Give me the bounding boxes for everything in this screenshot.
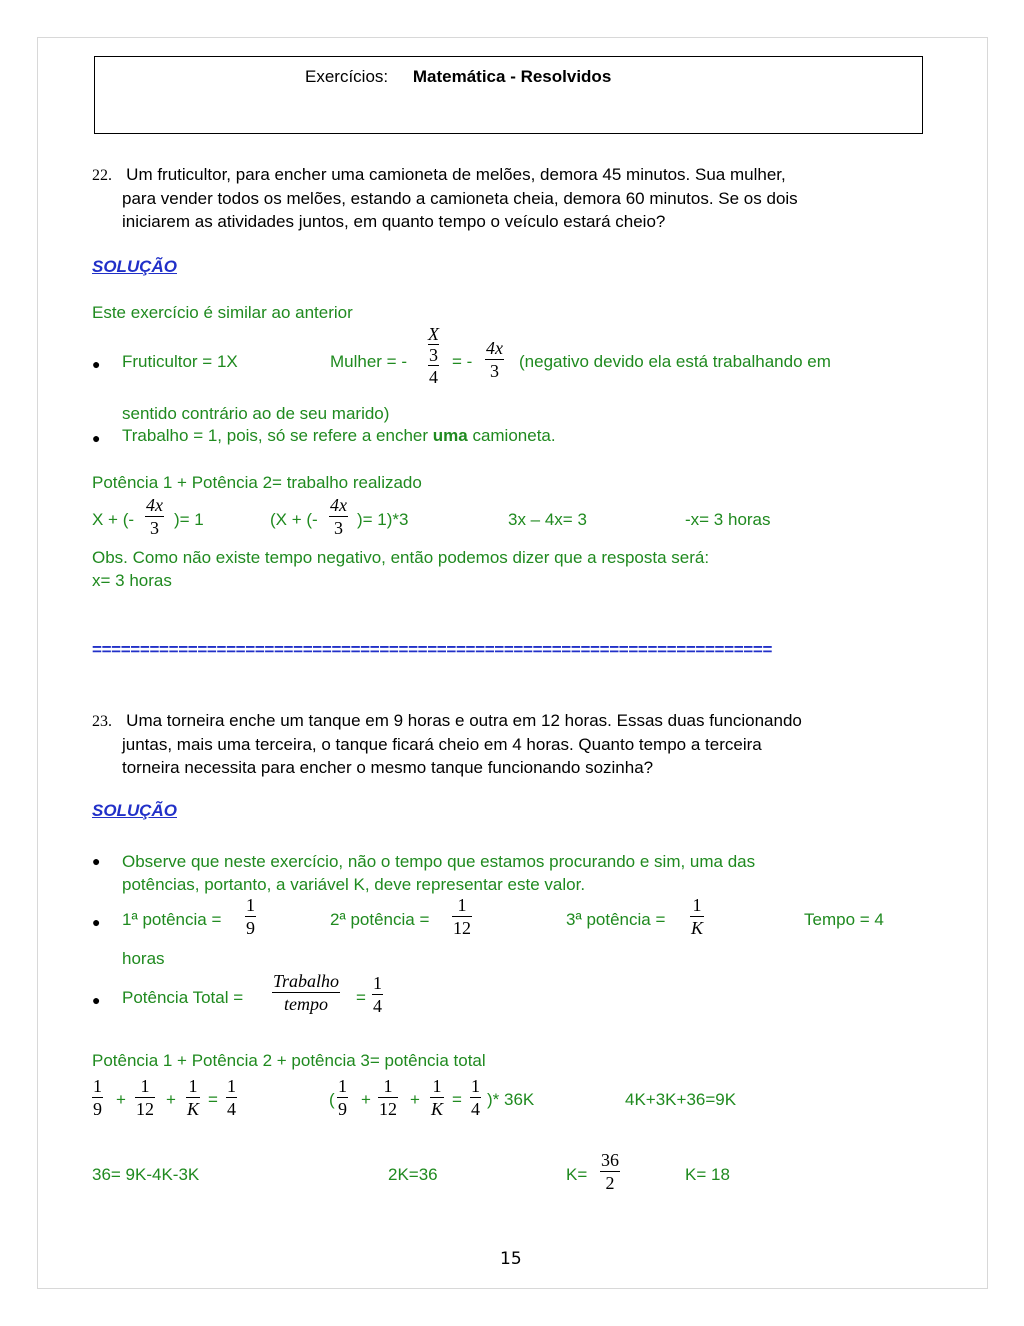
fruticultor-text: Fruticultor = 1X: [122, 352, 238, 371]
fraction-4x-over-3: [145, 496, 164, 538]
question-23-line1: 23. Uma torneira enche um tanque em 9 horas e outra em 12 horas. Essas duas funcionando: [92, 711, 802, 730]
fraction-1-over-9: [245, 896, 256, 938]
power-2-label: 2ª potência =: [330, 910, 430, 929]
fraction-1-over-12: [452, 896, 472, 938]
question-22-line3: iniciarem as atividades juntos, em quanto tempo o veículo estará cheio?: [122, 212, 666, 231]
power-1-label: 1ª potência =: [122, 910, 222, 929]
bold-uma: uma: [432, 426, 468, 445]
header-subject: Matemática - Resolvidos: [412, 67, 612, 86]
fraction-1-over-9: $\frac{1}{9}$: [93, 1076, 102, 1119]
equation-a: 4K+3K+36=9K: [625, 1090, 737, 1109]
fraction-denominator: 3: [145, 516, 164, 538]
fraction-denominator: K: [691, 918, 704, 938]
header-title: [305, 67, 611, 87]
bullet-icon: ●: [92, 853, 101, 869]
negative-note-continued: sentido contrário ao de seu marido): [122, 404, 390, 423]
observation-text: Obs. Como não existe tempo negativo, então podemos dizer que a resposta será:: [92, 548, 710, 567]
equation-d: K=: [566, 1165, 588, 1184]
fraction-1-over-4: $\frac{1}{4}$: [227, 1076, 236, 1119]
fraction-trabalho-over-tempo: [272, 972, 340, 1014]
fraction-denominator: 3: [485, 359, 504, 381]
observe-text: Observe que neste exercício, não o tempo que estamos procurando e sim, uma das potências, portanto, a variável K, deve representar este valor.: [122, 852, 756, 894]
solution-label: SOLUÇÃO: [92, 801, 177, 820]
fraction-denominator: 12: [453, 918, 471, 938]
fraction-1-over-4: $\frac{1}{4}$: [471, 1076, 480, 1119]
fraction-numerator: 4x: [330, 495, 347, 515]
fraction-numerator: X: [428, 324, 439, 344]
fraction-denominator: 9: [246, 918, 255, 938]
power-formula-label: Potência 1 + Potência 2= trabalho realizado: [92, 473, 422, 492]
bullet-icon: ●: [92, 430, 101, 446]
mulher-text: Mulher = -: [330, 352, 407, 371]
fraction-numerator: 4x: [146, 495, 163, 515]
equation-c: 2K=36: [388, 1165, 438, 1184]
fraction-denominator: 3: [429, 345, 438, 365]
total-power-label: Potência Total =: [122, 988, 244, 1007]
question-number: 22.: [92, 167, 112, 184]
fraction-4x-over-3: [329, 496, 348, 538]
question-23-line3: torneira necessita para encher o mesmo tanque funcionando sozinha?: [122, 758, 654, 777]
fraction-numerator: 1: [692, 895, 702, 915]
equals-sign: =: [452, 1090, 462, 1109]
question-22: [92, 163, 932, 233]
fraction-x-3-over-4: [428, 325, 439, 388]
bullet-icon: ●: [92, 992, 101, 1008]
fraction-denominator: tempo: [272, 992, 340, 1014]
equation-3: 3x – 4x= 3: [508, 510, 587, 529]
fraction-1-over-12: $\frac{1}{12}$: [136, 1076, 154, 1119]
power-3-label: 3ª potência =: [566, 910, 666, 929]
fraction-1-over-k: $\frac{1}{K}$: [187, 1076, 200, 1119]
question-22-line2: para vender todos os melões, estando a camioneta cheia, demora 60 minutos. Se os dois: [122, 189, 798, 208]
trabalho-text: Trabalho = 1, pois, só se refere a encher uma camioneta.: [122, 426, 556, 445]
plus-sign: +: [410, 1090, 420, 1109]
plus-sign: +: [361, 1090, 371, 1109]
page-number: 15: [500, 1249, 522, 1269]
fraction-denominator: 4: [429, 367, 438, 387]
equation-4: -x= 3 horas: [685, 510, 771, 529]
fraction-4x-over-3: [485, 339, 504, 381]
fraction-1-over-9: $\frac{1}{9}$: [338, 1076, 347, 1119]
question-23-line2: juntas, mais uma terceira, o tanque ficará cheio em 4 horas. Quanto tempo a terceira: [122, 735, 762, 754]
equation-1-left: X + (-: [92, 510, 135, 529]
separator-line: =======================================================================: [92, 640, 773, 659]
fraction-1-over-k: [690, 896, 704, 938]
question-number: 23.: [92, 713, 112, 730]
fraction-1-over-4: [372, 974, 383, 1016]
equals-sign: =: [356, 988, 366, 1007]
fraction-numerator: 1: [246, 895, 255, 915]
fraction-numerator: Trabalho: [273, 971, 340, 991]
hours-text: horas: [122, 949, 165, 968]
sum-formula-label: Potência 1 + Potência 2 + potência 3= potência total: [92, 1051, 486, 1070]
fraction-numerator: 1: [373, 973, 382, 993]
fraction-1-over-12: $\frac{1}{12}$: [379, 1076, 397, 1119]
bullet-icon: ●: [92, 356, 101, 372]
fraction-inner: [428, 325, 439, 366]
equation-e: K= 18: [685, 1165, 730, 1184]
fraction-numerator: 4x: [486, 338, 503, 358]
open-paren: (: [329, 1090, 335, 1109]
fraction-numerator: 1: [457, 895, 467, 915]
plus-sign: +: [166, 1090, 176, 1109]
fraction-denominator: 3: [329, 516, 348, 538]
fraction-36-over-2: $\frac{36}{2}$: [601, 1150, 619, 1193]
solution-label: SOLUÇÃO: [92, 257, 177, 276]
equation-2-left: (X + (-: [270, 510, 318, 529]
equation-2-right: )= 1)*3: [357, 510, 409, 529]
fraction-denominator: 4: [373, 996, 382, 1016]
intro-text: Este exercício é similar ao anterior: [92, 303, 353, 322]
answer-text: x= 3 horas: [92, 571, 172, 590]
time-text: Tempo = 4: [804, 910, 884, 929]
header-prefix: Exercícios:: [305, 67, 389, 86]
fraction-1-over-k: $\frac{1}{K}$: [431, 1076, 444, 1119]
equation-b: 36= 9K-4K-3K: [92, 1165, 200, 1184]
multiply-36k: )* 36K: [487, 1090, 535, 1109]
bullet-icon: ●: [92, 914, 101, 930]
equation-1-right: )= 1: [174, 510, 204, 529]
question-23: [92, 709, 932, 779]
plus-sign: +: [116, 1090, 126, 1109]
negative-note: (negativo devido ela está trabalhando em: [519, 352, 831, 371]
question-22-line1: 22. Um fruticultor, para encher uma camioneta de melões, demora 45 minutos. Sua mulher,: [92, 165, 786, 184]
equals-sign: =: [208, 1090, 218, 1109]
equals-minus-text: = -: [452, 352, 473, 371]
